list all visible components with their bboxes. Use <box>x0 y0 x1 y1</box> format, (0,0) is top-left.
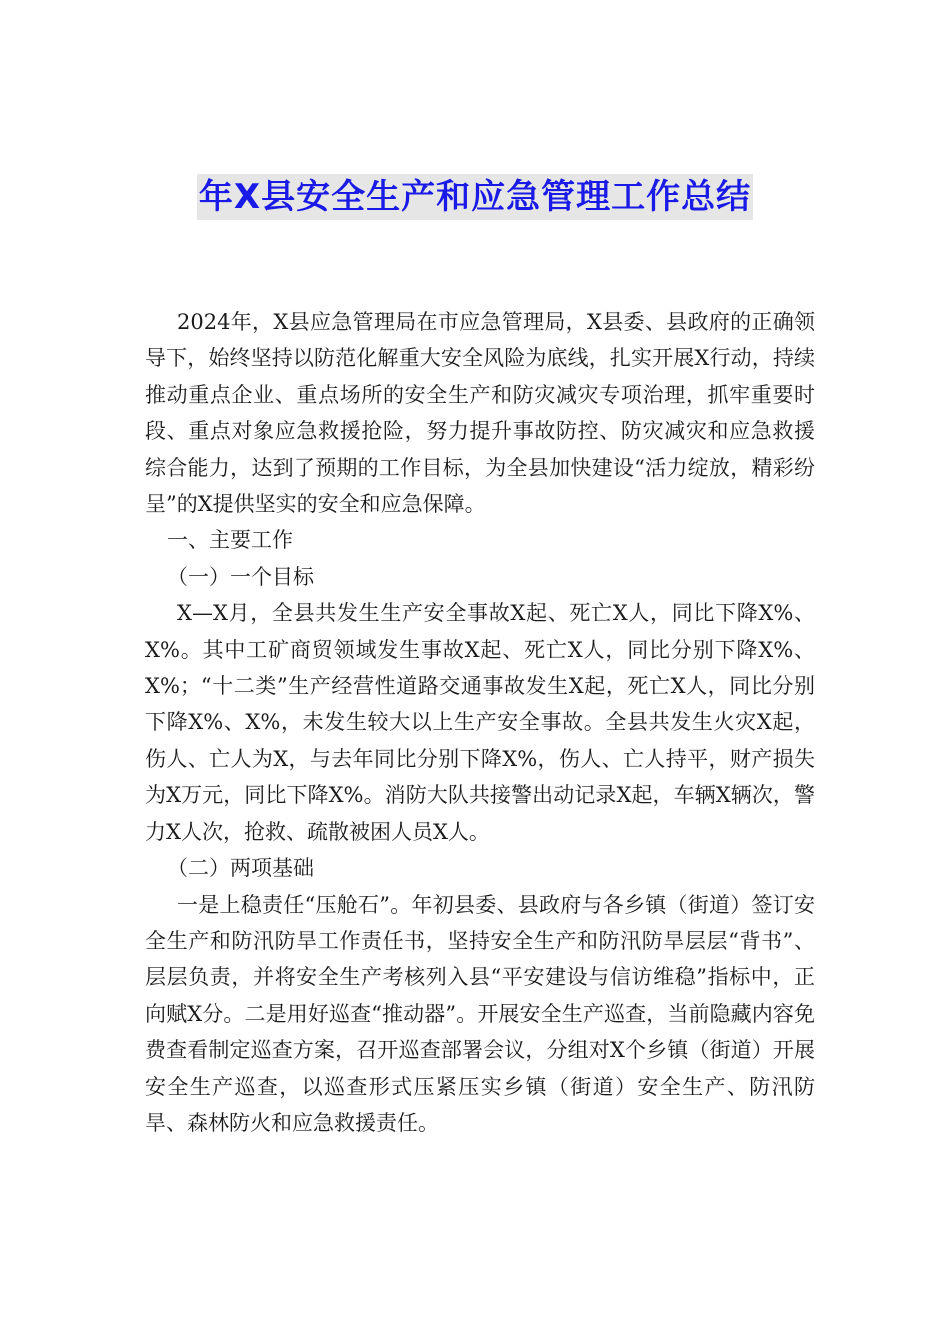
subsection-heading-one-goal: （一）一个目标 <box>167 564 314 589</box>
document-body <box>145 304 815 1141</box>
intro-paragraph: 2024年，X县应急管理局在市应急管理局，X县委、县政府的正确领导下，始终坚持以防范化解重大安全风险为底线，扎实开展X行动，持续推动重点企业、重点场所的安全生产和防灾减灾专项治理，抓牢重要时段、重点对象应急救援抢险，努力提升事故防控、防灾减灾和应急救援综合能力，达到了预期的工作目标，为全县加快建设“活力绽放，精彩纷呈”的X提供坚实的安全和应急保障。 <box>145 310 815 517</box>
title-area <box>0 174 950 220</box>
section-heading-main-work: 一、主要工作 <box>167 528 293 553</box>
document-title: 年X县安全生产和应急管理工作总结 <box>197 174 753 220</box>
foundations-paragraph: 一是上稳责任“压舱石”。年初县委、县政府与各乡镇（街道）签订安全生产和防汛防旱工作责任书，坚持安全生产和防汛防旱层层“背书”、层层负责，并将安全生产考核列入县“平安建设与信访维稳”指标中，正向赋X分。二是用好巡查“推动器”。开展安全生产巡查，当前隐藏内容免费查看制定巡查方案，召开巡查部署会议，分组对X个乡镇（街道）开展安全生产巡查，以巡查形式压紧压实乡镇（街道）安全生产、防汛防旱、森林防火和应急救援责任。 <box>145 892 815 1135</box>
goal-paragraph: X—X月，全县共发生生产安全事故X起、死亡X人，同比下降X%、X%。其中工矿商贸领域发生事故X起、死亡X人，同比分别下降X%、X%；“十二类”生产经营性道路交通事故发生X起，死亡X人，同比分别下降X%、X%，未发生较大以上生产安全事故。全县共发生火灾X起，伤人、亡人为X，与去年同比分别下降X%，伤人、亡人持平，财产损失为X万元，同比下降X%。消防大队共接警出动记录X起，车辆X辆次，警力X人次，抢救、疏散被困人员X人。 <box>145 601 815 844</box>
subsection-heading-two-foundations: （二）两项基础 <box>167 856 314 881</box>
